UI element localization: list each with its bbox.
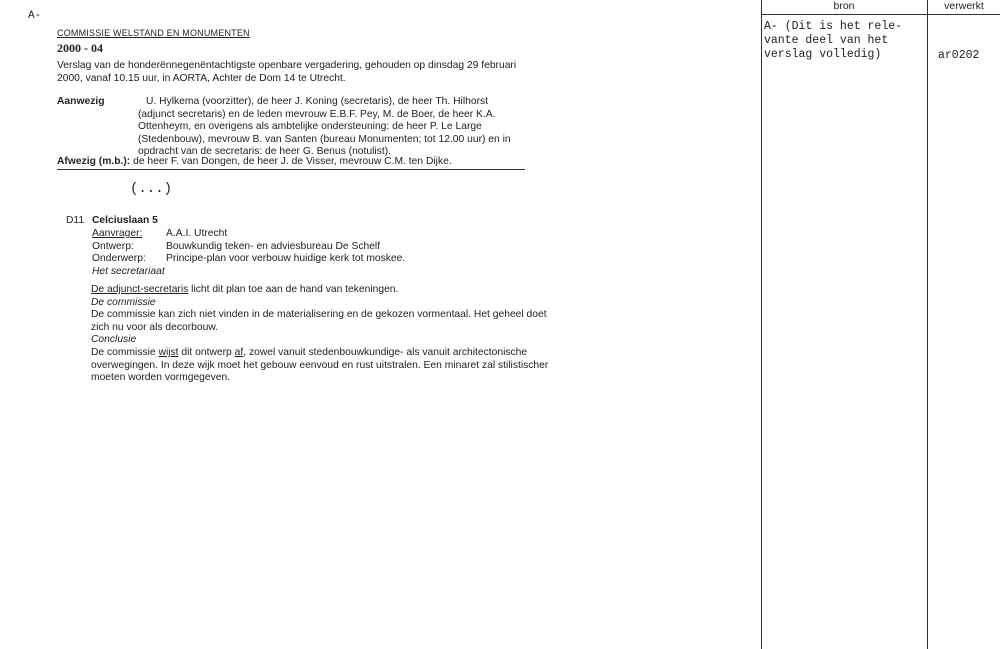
conclusion-line: moeten worden vormgegeven. — [91, 372, 231, 384]
sidebar-header-divider — [761, 14, 1000, 15]
present-list — [138, 96, 538, 159]
intro-line: Verslag van de honderënnegenëntachtigste openbare vergadering, gehouden op dinsdag 29 februari — [57, 60, 517, 71]
commission-heading: De commissie — [91, 296, 156, 308]
absent-row — [57, 156, 452, 169]
column-header-verwerkt: verwerkt — [944, 0, 984, 12]
conclusion-line: overwegingen. In deze wijk moet het gebouw eenvoud en rust uitstralen. Een minaret zal stilistischer — [91, 359, 549, 371]
item-body — [91, 284, 561, 385]
attendance-divider — [57, 169, 525, 170]
verwerkt-code: ar0202 — [938, 49, 980, 62]
subject-label: Onderwerp: — [92, 253, 146, 265]
meeting-number: 2000 - 04 — [57, 41, 103, 55]
design-label: Ontwerp: — [92, 240, 134, 252]
present-line: opdracht van de secretaris: de heer G. Benus (notulist). — [138, 146, 391, 158]
conclusion-heading: Conclusie — [91, 334, 137, 346]
subject-value: Principe-plan voor verbouw huidige kerk tot moskee. — [166, 253, 406, 265]
present-line: Ottenheym, en overigens als ambtelijke ondersteuning: de heer P. Le Large — [138, 121, 482, 133]
commission-name: COMMISSIE WELSTAND EN MONUMENTEN — [57, 28, 250, 38]
conclusion-verb-part: af — [234, 346, 244, 358]
corner-mark: A- — [28, 10, 42, 22]
conclusion-post: , zowel vanuit stedenbouwkundige- als vanuit architectonische — [243, 346, 528, 358]
adjunct-label: De adjunct-secretaris — [91, 284, 189, 295]
conclusion-mid: dit ontwerp — [178, 346, 235, 358]
design-value: Bouwkundig teken- en adviesbureau De Schelf — [166, 240, 381, 252]
item-code: D11 — [66, 215, 85, 226]
present-line: (adjunct secretaris) en de leden mevrouw E.B.F. Pey, M. de Boer, de heer K.A. — [138, 108, 496, 120]
present-label: Aanwezig — [57, 96, 105, 107]
applicant-label: Aanvrager: — [92, 228, 143, 239]
secretariat-heading: Het secretariaat — [92, 265, 165, 277]
bron-line: vante deel van het — [764, 34, 889, 47]
adjunct-line — [91, 284, 561, 297]
absent-text: de heer F. van Dongen, de heer J. de Visser, mevrouw C.M. ten Dijke. — [133, 156, 452, 167]
adjunct-text: licht dit plan toe aan de hand van tekeningen. — [188, 284, 399, 295]
conclusion-line — [91, 347, 561, 360]
conclusion-pre: De commissie — [91, 346, 159, 358]
ellipsis: (...) — [130, 181, 173, 197]
item-details — [92, 228, 405, 278]
intro-line: 2000, vanaf 10.15 uur, in AORTA, Achter de Dom 14 te Utrecht. — [57, 72, 346, 84]
bron-line: verslag volledig) — [764, 48, 882, 61]
sidebar-left-border — [761, 0, 762, 649]
intro — [57, 60, 516, 85]
column-header-bron: bron — [833, 0, 855, 12]
sidebar-column-divider — [927, 0, 928, 649]
applicant-value: A.A.I. Utrecht — [166, 228, 228, 239]
commission-line: zich nu voor als decorbouw. — [91, 321, 219, 333]
bron-note — [764, 20, 902, 62]
present-line: (Stedenbouw), mevrouw B. van Santen (bureau Monumenten; tot 12.00 uur) en in — [138, 133, 511, 145]
present-line: U. Hylkema (voorzitter), de heer J. Koning (secretaris), de heer Th. Hilhorst — [146, 96, 489, 107]
absent-label: Afwezig (m.b.): — [57, 156, 131, 167]
commission-line: De commissie kan zich niet vinden in de materialisering en de gekozen vormentaal. Het geheel doet — [91, 309, 547, 321]
conclusion-verb: wijst — [158, 346, 179, 358]
commission-title — [57, 28, 250, 38]
bron-line: A- (Dit is het rele- — [764, 20, 903, 33]
item-title: Celciuslaan 5 — [92, 215, 158, 226]
